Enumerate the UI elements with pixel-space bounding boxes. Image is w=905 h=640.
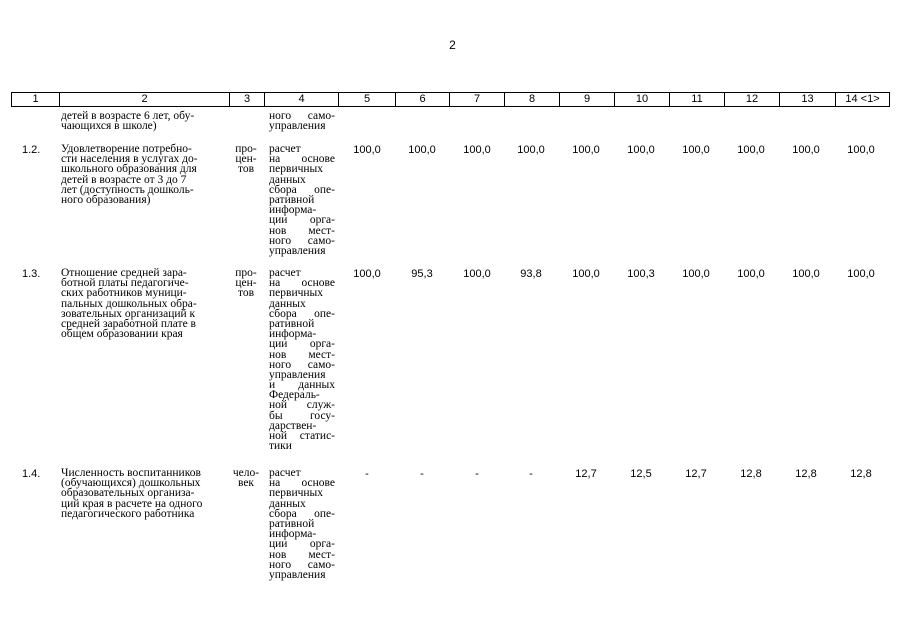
row-source-line: дарствен- bbox=[269, 419, 317, 432]
column-header-2: 2 bbox=[59, 92, 230, 107]
row-value: 100,0 bbox=[847, 268, 875, 280]
row-value: 100,0 bbox=[682, 144, 710, 156]
row-value: 100,0 bbox=[792, 144, 820, 156]
row-source-line: ного само- bbox=[269, 558, 335, 571]
row-description-line: общем образовании края bbox=[61, 328, 183, 341]
row-source-line: ции орга- bbox=[269, 214, 335, 227]
row-value: 100,0 bbox=[463, 268, 491, 280]
row-source-line: первичных bbox=[269, 487, 324, 500]
page-number: 2 bbox=[449, 38, 456, 52]
row-description-line: ций края в расчете на одного bbox=[61, 497, 203, 510]
row-value: 100,0 bbox=[408, 144, 436, 156]
carryover-source bbox=[269, 111, 335, 131]
row-description-line: ного образования) bbox=[61, 194, 151, 207]
column-header-1: 1 bbox=[11, 92, 60, 107]
row-source-line: данных bbox=[269, 173, 306, 186]
row-value: 12,8 bbox=[795, 468, 817, 480]
row-source-line: ной служ- bbox=[269, 399, 335, 412]
row-source-line: на основе bbox=[269, 153, 335, 166]
column-header-5: 5 bbox=[338, 92, 396, 107]
row-description-line: детей в возрасте от 3 до 7 bbox=[61, 173, 187, 186]
row-description-line: ботной платы педагогиче- bbox=[61, 277, 189, 290]
row-source-line: нов мест- bbox=[269, 348, 335, 361]
row-description-line: ских работников муници- bbox=[61, 287, 187, 300]
row-description-line: средней заработной плате в bbox=[61, 318, 196, 331]
row-value: 12,8 bbox=[740, 468, 762, 480]
row-description-line: Отношение средней зара- bbox=[61, 267, 187, 279]
row-description bbox=[61, 268, 225, 339]
row-unit bbox=[230, 144, 262, 175]
column-header-7: 7 bbox=[449, 92, 505, 107]
row-source-line: первичных bbox=[269, 163, 324, 176]
column-header-8: 8 bbox=[504, 92, 560, 107]
row-source-line: ративной bbox=[269, 193, 315, 206]
row-unit-line: век bbox=[237, 477, 255, 490]
table-header bbox=[11, 92, 889, 108]
row-description-line: зовательных организаций к bbox=[61, 307, 196, 320]
row-unit-line: про- bbox=[235, 143, 257, 155]
column-header-9: 9 bbox=[559, 92, 615, 107]
row-value: 100,0 bbox=[463, 144, 491, 156]
row-value: 93,8 bbox=[520, 268, 542, 280]
row-number: 1.2. bbox=[22, 144, 41, 156]
row-value: - bbox=[420, 468, 424, 480]
row-source-line: и данных bbox=[269, 379, 335, 392]
carryover-source-line: управления bbox=[269, 120, 326, 133]
row-source-line: информа- bbox=[269, 328, 317, 341]
row-source-line: данных bbox=[269, 297, 306, 310]
row-description-line: Численность воспитанников bbox=[61, 467, 201, 479]
row-description-line: Удовлетворение потребно- bbox=[61, 143, 192, 155]
row-unit-line: тов bbox=[237, 163, 255, 176]
row-source-line: тики bbox=[269, 440, 292, 453]
row-source-line: расчет bbox=[269, 267, 301, 279]
row-source bbox=[269, 468, 335, 580]
row-source-line: сбора опе- bbox=[269, 507, 335, 520]
row-unit-line: цен- bbox=[235, 277, 257, 290]
row-value: 100,0 bbox=[572, 268, 600, 280]
row-source-line: ции орга- bbox=[269, 538, 335, 551]
row-source-line: ной статис- bbox=[269, 430, 335, 442]
row-value: 100,0 bbox=[847, 144, 875, 156]
row-number: 1.3. bbox=[22, 268, 41, 280]
row-source-line: сбора опе- bbox=[269, 307, 335, 320]
row-value: 100,0 bbox=[353, 144, 381, 156]
row-unit-line: чело- bbox=[232, 467, 260, 479]
row-description bbox=[61, 144, 225, 205]
row-description-line: школьного образования для bbox=[61, 163, 197, 176]
row-value: 100,0 bbox=[792, 268, 820, 280]
row-source bbox=[269, 144, 335, 256]
column-header-10: 10 bbox=[614, 92, 670, 107]
row-source-line: нов мест- bbox=[269, 548, 335, 561]
row-value: 12,7 bbox=[575, 468, 597, 480]
row-value: - bbox=[475, 468, 479, 480]
row-source-line: бы госу- bbox=[269, 409, 335, 422]
row-value: 100,0 bbox=[572, 144, 600, 156]
row-value: - bbox=[529, 468, 533, 480]
row-description bbox=[61, 468, 225, 519]
column-header-4: 4 bbox=[264, 92, 339, 107]
row-number: 1.4. bbox=[22, 468, 41, 480]
row-description-line: лет (доступность дошколь- bbox=[61, 183, 194, 196]
row-value: 95,3 bbox=[411, 268, 433, 280]
row-source-line: сбора опе- bbox=[269, 183, 335, 196]
row-value: 100,0 bbox=[627, 144, 655, 156]
row-source-line: ного само- bbox=[269, 234, 335, 247]
row-description-line: образовательных организа- bbox=[61, 487, 195, 500]
row-value: 100,0 bbox=[682, 268, 710, 280]
row-value: - bbox=[365, 468, 369, 480]
row-source-line: Федераль- bbox=[269, 389, 320, 402]
row-source-line: расчет bbox=[269, 143, 301, 155]
row-value: 12,5 bbox=[630, 468, 652, 480]
row-value: 100,0 bbox=[517, 144, 545, 156]
row-source-line: на основе bbox=[269, 477, 335, 490]
row-source-line: управления bbox=[269, 368, 326, 381]
carryover-source-line: ного само- bbox=[269, 110, 335, 122]
row-source-line: управления bbox=[269, 244, 326, 257]
row-unit bbox=[230, 468, 262, 488]
row-source-line: на основе bbox=[269, 277, 335, 290]
row-source-line: нов мест- bbox=[269, 224, 335, 237]
row-source bbox=[269, 268, 335, 451]
row-source-line: данных bbox=[269, 497, 306, 510]
row-source-line: расчет bbox=[269, 467, 301, 479]
column-header-13: 13 bbox=[779, 92, 836, 107]
column-header-14: 14 <1> bbox=[835, 92, 890, 107]
row-value: 100,3 bbox=[627, 268, 655, 280]
row-unit-line: тов bbox=[237, 287, 255, 300]
row-source-line: ного само- bbox=[269, 358, 335, 371]
column-header-11: 11 bbox=[669, 92, 725, 107]
row-value: 100,0 bbox=[737, 268, 765, 280]
row-source-line: ративной bbox=[269, 317, 315, 330]
row-value: 100,0 bbox=[737, 144, 765, 156]
row-unit-line: цен- bbox=[235, 153, 257, 166]
column-header-12: 12 bbox=[724, 92, 780, 107]
row-source-line: управления bbox=[269, 568, 326, 581]
column-header-3: 3 bbox=[229, 92, 265, 107]
carryover-description-line: чающихся в школе) bbox=[61, 120, 157, 133]
row-unit bbox=[230, 268, 262, 299]
row-description-line: пальных дошкольных обра- bbox=[61, 297, 197, 310]
row-unit-line: про- bbox=[235, 267, 257, 279]
row-source-line: ции орга- bbox=[269, 338, 335, 351]
row-value: 12,8 bbox=[850, 468, 872, 480]
row-source-line: информа- bbox=[269, 528, 317, 541]
carryover-description-line: детей в возрасте 6 лет, обу- bbox=[61, 110, 195, 122]
row-description-line: педагогического работника bbox=[61, 507, 195, 520]
row-source-line: информа- bbox=[269, 204, 317, 217]
row-description-line: (обучающихся) дошкольных bbox=[61, 477, 201, 490]
row-source-line: первичных bbox=[269, 287, 324, 300]
carryover-description bbox=[61, 111, 225, 131]
row-value: 12,7 bbox=[685, 468, 707, 480]
row-description-line: сти населения в услугах до- bbox=[61, 153, 198, 166]
row-value: 100,0 bbox=[353, 268, 381, 280]
row-source-line: ративной bbox=[269, 517, 315, 530]
column-header-6: 6 bbox=[395, 92, 450, 107]
